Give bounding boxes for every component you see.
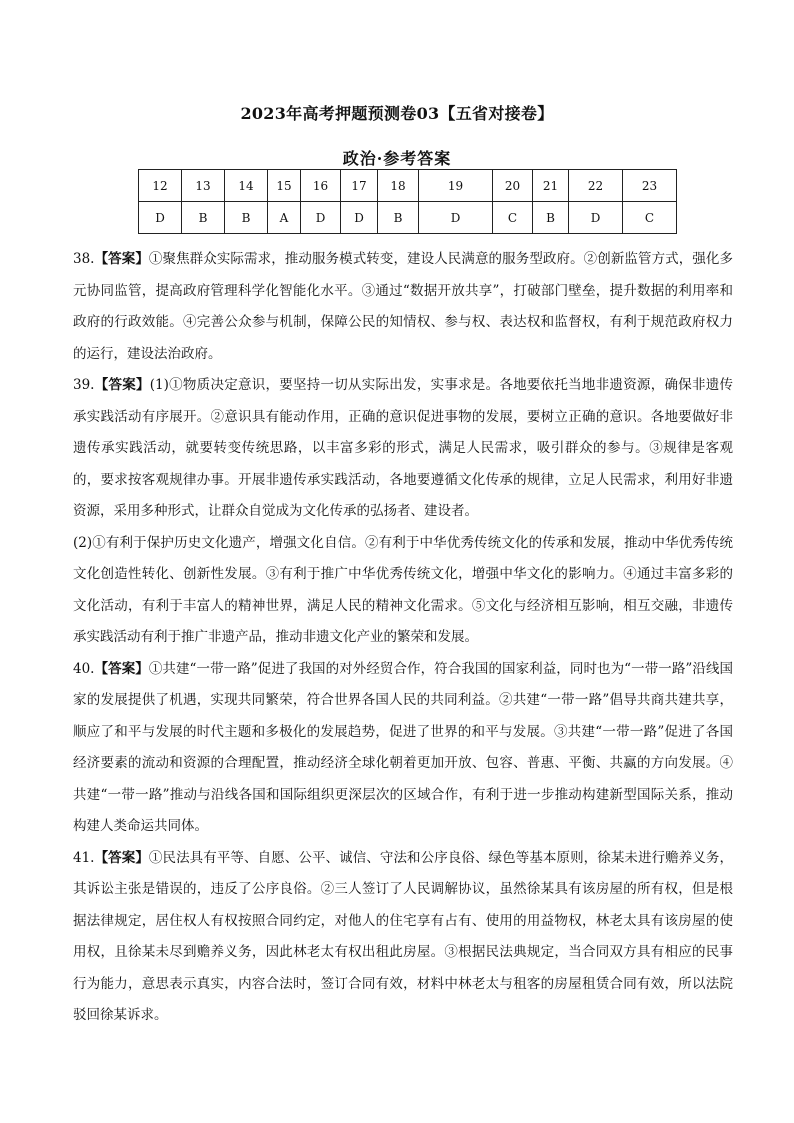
answer-tag: 【答案】 — [94, 377, 150, 393]
answer-text: ①共建“一带一路”促进了我国的对外经贸合作，符合我国的国家利益，同时也为“一带一路”沿线国家的发展提供了机遇，实现共同繁荣，符合世界各国人民的共同利益。②共建“一带一路”倡导共商共建共享，顺应了和平与发展的时代主题和多极化的发展趋势，促进了世界的和平与发展。③共建“一带一路”促进了各国经济要素的流动和资源的合理配置，推动经济全球化朝着更加开放、包容、普惠、平衡、共赢的方向发展。④共建“一带一路”推动与沿线各国和国际组织更深层次的区域合作，有利于进一步推动构建新型国际关系，推动构建人类命运共同体。 — [73, 660, 734, 834]
answer-cell: D — [341, 202, 378, 234]
question-number-cell: 23 — [623, 170, 677, 202]
answer-40 — [73, 654, 733, 843]
question-number-cell: 21 — [533, 170, 569, 202]
question-number-cell: 15 — [268, 170, 301, 202]
question-number-cell: 12 — [139, 170, 182, 202]
answer-text: ①聚焦群众实际需求，推动服务模式转变，建设人民满意的服务型政府。②创新监管方式，强化多元协同监管，提高政府管理科学化智能化水平。③通过“数据开放共享”，打破部门壁垒，提升数据的利用率和政府的行政效能。④完善公众参与机制，保障公民的知情权、参与权、表达权和监督权，有利于规范政府权力的运行，建设法治政府。 — [73, 251, 734, 362]
question-number: 40. — [73, 660, 95, 677]
answer-41 — [73, 843, 733, 1032]
question-number: 38. — [73, 251, 95, 267]
question-number-cell: 17 — [341, 170, 378, 202]
question-number-cell: 22 — [569, 170, 623, 202]
answer-cell: A — [268, 202, 301, 234]
answer-tag: 【答案】 — [94, 660, 149, 677]
document-subtitle: 政治·参考答案 — [342, 149, 452, 168]
question-number-cell: 14 — [225, 170, 268, 202]
answer-row — [139, 202, 677, 234]
answer-cell: C — [493, 202, 533, 234]
answer-cell: D — [569, 202, 623, 234]
answer-text: ①民法具有平等、自愿、公平、诚信、守法和公序良俗、绿色等基本原则，徐某未进行赡养义务，其诉讼主张是错误的，违反了公序良俗。②三人签订了人民调解协议，虽然徐某具有该房屋的所有权，但是根据法律规定，居住权人有权按照合同约定，对他人的住宅享有占有、使用的用益物权，林老太具有该房屋的使用权，且徐某未尽到赡养义务，因此林老太有权出租此房屋。③根据民法典规定，当合同双方具有相应的民事行为能力，意思表示真实，内容合法时，签订合同有效，材料中林老太与租客的房屋租赁合同有效，所以法院驳回徐某诉求。 — [73, 849, 734, 1023]
answer-tag: 【答案】 — [94, 251, 149, 267]
answer-content — [73, 244, 733, 1032]
question-number-row — [139, 170, 677, 202]
answer-key-table — [138, 169, 677, 234]
answer-cell: B — [225, 202, 268, 234]
answer-cell: B — [182, 202, 225, 234]
question-number-cell: 13 — [182, 170, 225, 202]
answer-cell: B — [378, 202, 419, 234]
question-number-cell: 18 — [378, 170, 419, 202]
question-number: 41. — [73, 849, 95, 866]
answer-text: (1)①物质决定意识，要坚持一切从实际出发，实事求是。各地要依托当地非遗资源，确保非遗传承实践活动有序展开。②意识具有能动作用，正确的意识促进事物的发展，要树立正确的意识。各地要做好非遗传承实践活动，就要转变传统思路，以丰富多彩的形式，满足人民需求，吸引群众的参与。③规律是客观的，要求按客观规律办事。开展非遗传承实践活动，各地要遵循文化传承的规律，立足人民需求，利用好非遗资源，采用多种形式，让群众自觉成为文化传承的弘扬者、建设者。 — [73, 377, 734, 519]
answer-cell: B — [533, 202, 569, 234]
answer-39-part2 — [73, 528, 733, 654]
answer-text: (2)①有利于保护历史文化遗产，增强文化自信。②有利于中华优秀传统文化的传承和发展，推动中华优秀传统文化创造性转化、创新性发展。③有利于推广中华优秀传统文化，增强中华文化的影响力。④通过丰富多彩的文化活动，有利于丰富人的精神世界，满足人民的精神文化需求。⑤文化与经济相互影响，相互交融，非遗传承实践活动有利于推广非遗产品，推动非遗文化产业的繁荣和发展。 — [73, 534, 733, 645]
document-title: 2023年高考押题预测卷03【五省对接卷】 — [240, 104, 554, 123]
question-number: 39. — [73, 377, 95, 393]
answer-tag: 【答案】 — [94, 849, 149, 866]
answer-39 — [73, 370, 733, 528]
answer-cell: D — [139, 202, 182, 234]
question-number-cell: 19 — [419, 170, 493, 202]
question-number-cell: 16 — [301, 170, 341, 202]
question-number-cell: 20 — [493, 170, 533, 202]
answer-cell: C — [623, 202, 677, 234]
answer-cell: D — [301, 202, 341, 234]
answer-cell: D — [419, 202, 493, 234]
answer-38 — [73, 244, 733, 370]
